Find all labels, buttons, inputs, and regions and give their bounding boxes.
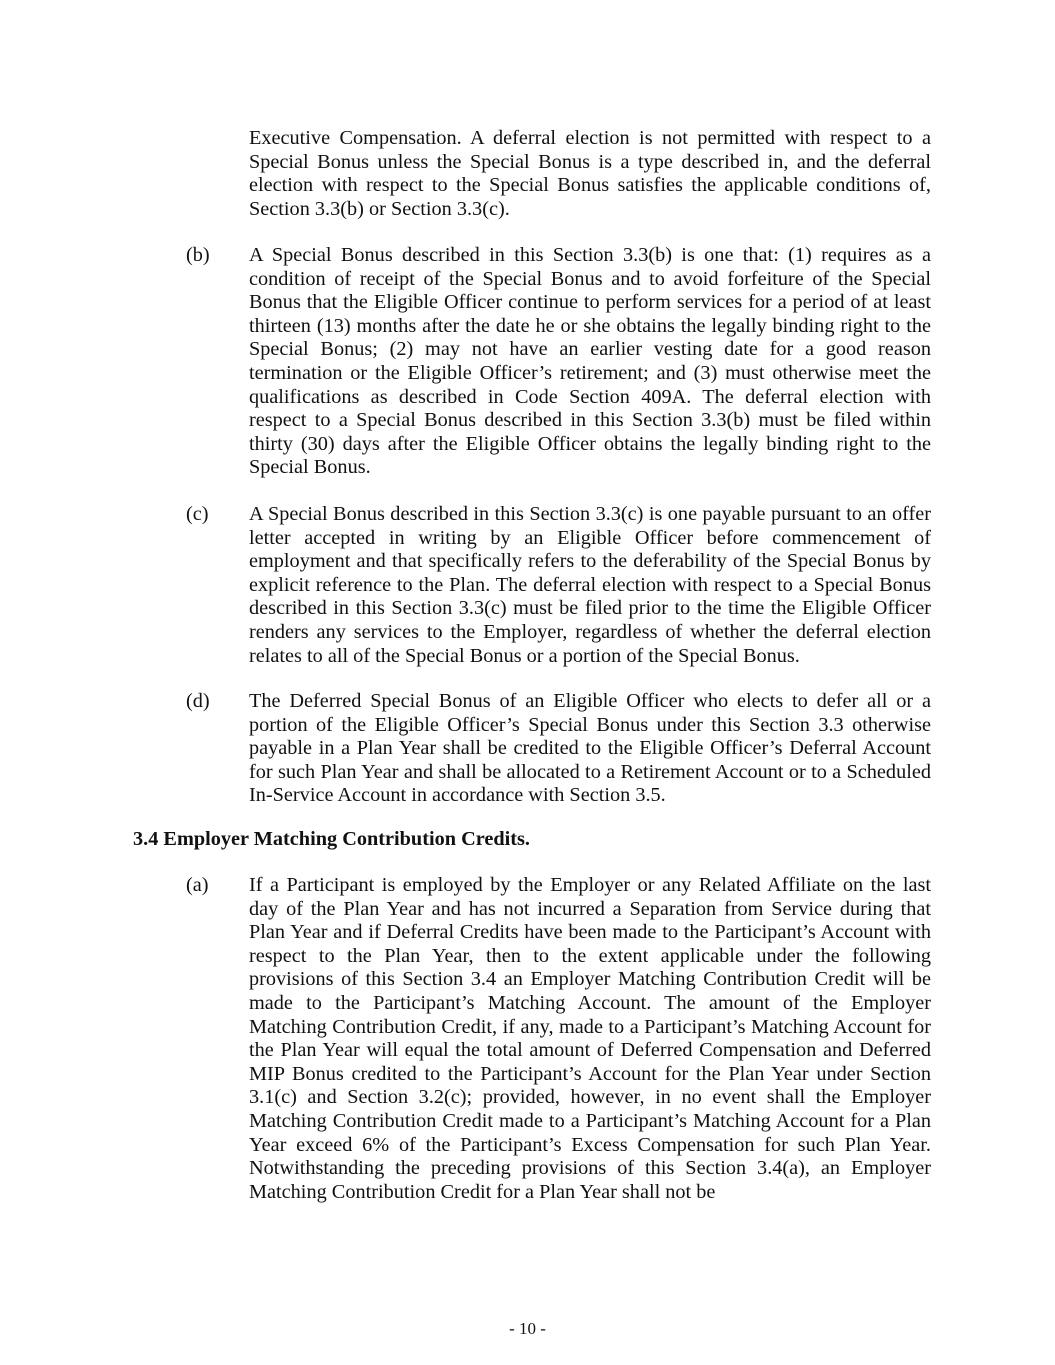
item-text: The Deferred Special Bonus of an Eligible Officer who elects to defer all or a portion of the Eligible Officer’s Special Bonus under this Section 3.3 otherwise payable in a Plan Year shall be credited to the Eligible Officer’s Deferral Account for such Plan Year and shall be allocated to a Retirement Account or to a Scheduled In-Service Account in accordance with Section 3.5. <box>249 690 931 807</box>
section-3-4-heading: 3.4 Employer Matching Contribution Credits. <box>133 828 530 850</box>
item-label: (b) <box>186 244 210 266</box>
item-text: A Special Bonus described in this Section 3.3(b) is one that: (1) requires as a condition of receipt of the Special Bonus and to avoid forfeiture of the Special Bonus that the Eligible Officer continue to perform services for a period of at least thirteen (13) months after the date he or she obtains the legally binding right to the Special Bonus; (2) may not have an earlier vesting date for a good reason termination or the Eligible Officer’s retirement; and (3) must otherwise meet the qualifications as described in Code Section 409A. The deferral election with respect to a Special Bonus described in this Section 3.3(b) must be filed within thirty (30) days after the Eligible Officer obtains the legally binding right to the Special Bonus. <box>249 244 931 479</box>
item-text: A Special Bonus described in this Section 3.3(c) is one payable pursuant to an offer letter accepted in writing by an Eligible Officer before commencement of employment and that specifically refers to the deferability of the Special Bonus by explicit reference to the Plan. The deferral election with respect to a Special Bonus described in this Section 3.3(c) must be filed prior to the time the Eligible Officer renders any services to the Employer, regardless of whether the deferral election relates to all of the Special Bonus or a portion of the Special Bonus. <box>249 503 931 667</box>
page-number: - 10 - <box>509 1319 546 1338</box>
item-label: (c) <box>186 503 209 525</box>
item-text: If a Participant is employed by the Employer or any Related Affiliate on the last day of the Plan Year and has not incurred a Separation from Service during that Plan Year and if Deferral Credits have been made to the Participant’s Account with respect to the Plan Year, then to the extent applicable under the following provisions of this Section 3.4 an Employer Matching Contribution Credit will be made to the Participant’s Matching Account. The amount of the Employer Matching Contribution Credit, if any, made to a Participant’s Matching Account for the Plan Year will equal the total amount of Deferred Compensation and Deferred MIP Bonus credited to the Participant’s Account for the Plan Year under Section 3.1(c) and Section 3.2(c); provided, however, in no event shall the Employer Matching Contribution Credit made to a Participant’s Matching Account for a Plan Year exceed 6% of the Participant’s Excess Compensation for such Plan Year. Notwithstanding the preceding provisions of this Section 3.4(a), an Employer Matching Contribution Credit for a Plan Year shall not be <box>249 874 931 1203</box>
item-label: (a) <box>186 874 209 896</box>
continuation-paragraph: Executive Compensation. A deferral election is not permitted with respect to a Special Bonus unless the Special Bonus is a type described in, and the deferral election with respect to the Special Bonus satisfies the applicable conditions of, Section 3.3(b) or Section 3.3(c). <box>249 127 931 220</box>
item-label: (d) <box>186 690 210 712</box>
